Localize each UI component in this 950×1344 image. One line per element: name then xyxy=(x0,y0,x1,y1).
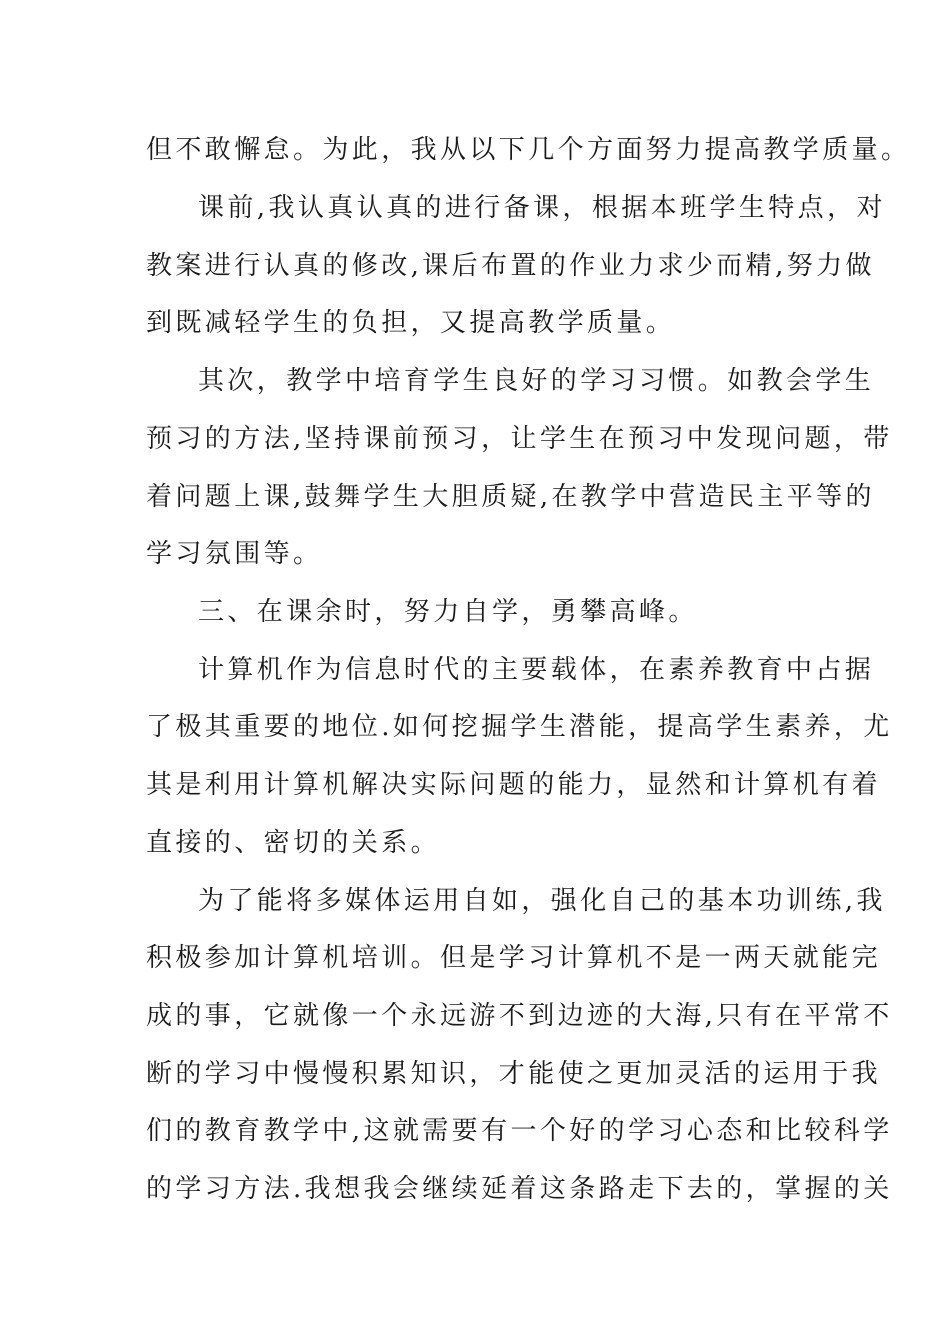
paragraph-line: 学习氛围等。 xyxy=(146,539,323,569)
paragraph-line: 预习的方法,坚持课前预习，让学生在预习中发现问题，带 xyxy=(146,424,893,454)
paragraph-line: 断的学习中慢慢积累知识，才能使之更加灵活的运用于我 xyxy=(146,1059,882,1089)
paragraph-line: 成的事，它就像一个永远游不到边迹的大海,只有在平常不 xyxy=(146,1001,893,1031)
paragraph-line: 其次，教学中培育学生良好的学习习惯。如教会学生 xyxy=(198,366,875,396)
paragraph-line: 了极其重要的地位.如何挖掘学生潜能，提高学生素养，尤 xyxy=(146,712,893,742)
paragraph-line: 其是利用计算机解决实际问题的能力，显然和计算机有着 xyxy=(146,770,882,800)
section-heading: 三、在课余时，努力自学，勇攀高峰。 xyxy=(198,597,698,627)
paragraph-line: 教案进行认真的修改,课后布置的作业力求少而精,努力做 xyxy=(146,251,875,281)
paragraph-line: 但不敢懈怠。为此，我从以下几个方面努力提高教学质量。 xyxy=(146,135,911,165)
paragraph-line: 直接的、密切的关系。 xyxy=(146,828,441,858)
paragraph-line: 着问题上课,鼓舞学生大胆质疑,在教学中营造民主平等的 xyxy=(146,482,875,512)
paragraph-line: 课前,我认真认真的进行备课，根据本班学生特点，对 xyxy=(198,193,886,223)
paragraph-line: 为了能将多媒体运用自如，强化自己的基本功训练,我 xyxy=(198,886,886,916)
paragraph-line: 们的教育教学中,这就需要有一个好的学习心态和比较科学 xyxy=(146,1116,893,1146)
paragraph-line: 积极参加计算机培训。但是学习计算机不是一两天就能完 xyxy=(146,943,882,973)
paragraph-line: 的学习方法.我想我会继续延着这条路走下去的，掌握的关 xyxy=(146,1174,893,1204)
paragraph-line: 到既减轻学生的负担，又提高教学质量。 xyxy=(146,308,676,338)
paragraph-line: 计算机作为信息时代的主要载体，在素养教育中占据 xyxy=(198,655,875,685)
